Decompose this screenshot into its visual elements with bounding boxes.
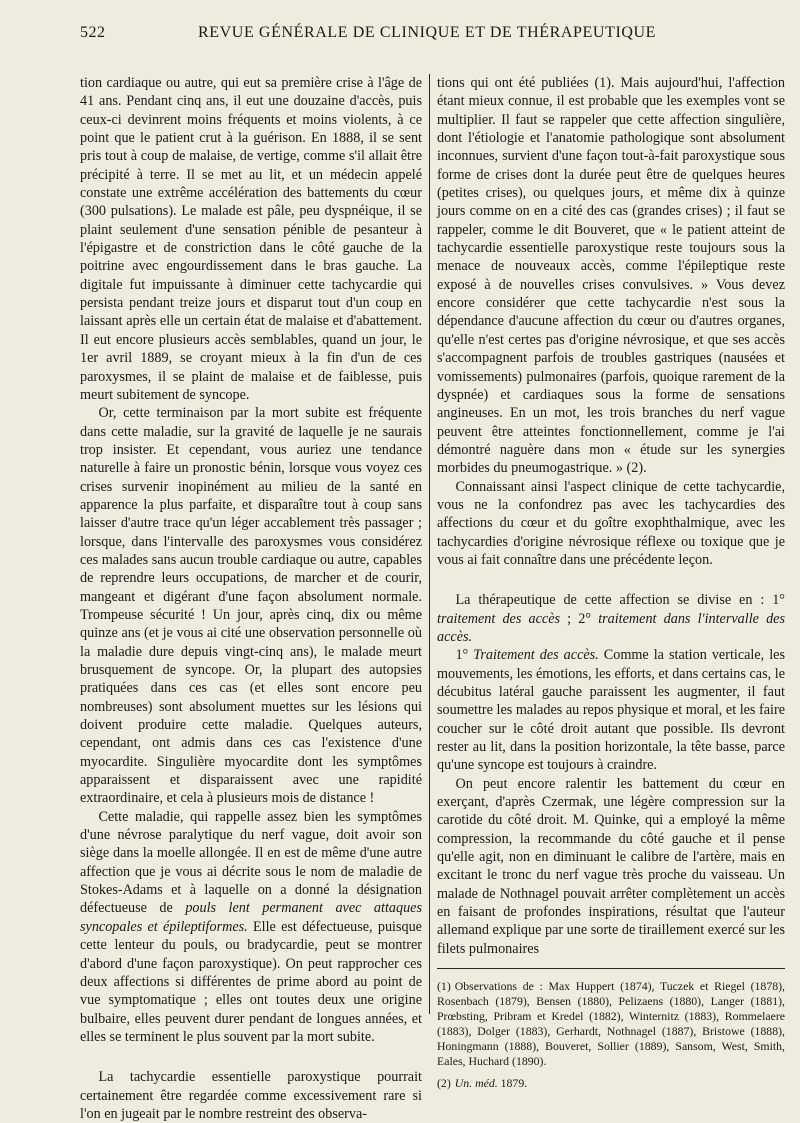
paragraph: tions qui ont été publiées (1). Mais aujourd'hui, l'affection étant mieux connue, il est probable que les exemples vont se multiplier. Il faut se rappeler que cette affection singulière, dont l'étiologie et l'anatomie pathologique sont absolument inconnues, survient d'une façon tout-à-fait paroxystique sous forme de crises dont la durée peut être de quelques heures (petites crises), ou quelques jours, et même dix à quinze jours comme on en a cité des cas (grandes crises) ; il faut se rappeler, comme le dit Bouveret, que « le patient atteint de tachycardie essentielle paroxystique reste toujours sous la menace de nouveaux accès, comme l'épileptique reste exposé à de nouvelles crises convulsives. » Vous devez encore considérer que cette tachycardie n'est sous la dépendance d'aucune affection du cœur ou d'autres organes, qu'elle n'est certes pas d'origine névrosique, et que ses accès s'accompagnent parfois de troubles gastriques (nausées et vomissements) pulmonaires (parfois, quoique rarement de la dyspnée) et cardiaques sous la forme de sensations angineuses. En un mot, les trois branches du nerf vague peuvent être atteintes fonctionnellement, comme je l'ai démontré naguère dans mon « étude sur les synergies morbides du pneumogastrique. » (2). [437,75,785,477]
footnote [437,979,785,1069]
paragraph-text: 1° [455,647,474,664]
footnote-text: 1879. [497,1076,528,1091]
footnote-marker: (1) [437,979,451,994]
left-column [80,74,422,1122]
paragraph-gap [80,1046,422,1068]
right-column [437,74,785,1091]
paragraph: tion cardiaque ou autre, qui eut sa première crise à l'âge de 41 ans. Pendant cinq ans, il eut une douzaine d'accès, puis ceux-ci devinrent moins fréquents et moins violents, à ce point que le patient crut à la guérison. En 1888, il se sent pris tout à coup de malaise, de vertige, comme s'il allait être précipité à terre. Il se met au lit, et un médecin appelé constate une extrême accélération des battements du cœur (300 pulsations). Le malade est pâle, peu dyspnéique, il se plaint seulement d'une sensation pénible de pesanteur à l'épigastre et de constriction dans le côté gauche de la poitrine avec engourdissement dans le bras gauche. La digitale fut impuissante à diminuer cette tachycardie qui persista pendant treize jours et disparut tout d'un coup en laissant après elle un certain état de malaise et d'abattement. Il eut encore plusieurs accès semblables, quand un jour, le 1er avril 1889, se croyant mieux à la fin d'un de ces paroxysmes, il se plaint de malaise et de faiblesse, puis meurt subitement de syncope. [80,75,422,403]
paragraph-text: Comme la station verticale, les mouvements, les émotions, les efforts, et dans certains cas, le décubitus latéral gauche paraissent les augmenter, il faut soumettre les malades au repos physique et moral, et les faire coucher sur le côté droit autant que possible. Ils devront rester au lit, dans la position horizontale, la tête basse, parce qu'une syncope est toujours à craindre. [437,647,785,774]
paragraph [437,591,785,646]
footnote-text: Observations de : Max Huppert (1874), Tuczek et Riegel (1878), Rosenbach (1879), Bensen (1880), Pelizaens (1880), Langer (1881), Prœbsting, Pribram et Kredel (1882), Winternitz (1883), Rommelaere (1883), Dolger (1883), Gerhardt, Nothnagel (1887), Bristowe (1888), Honingmann (1888), Bouveret, Sollier (1889), Sansom, West, Smith, Eales, Huchard (1890). [437,979,785,1069]
page-header [80,24,780,48]
paragraph: Connaissant ainsi l'aspect clinique de cette tachycardie, vous ne la confondrez pas avec les tachycardies des affections du cœur et du goître exophthalmique, avec les tachycardies d'origine névrosique réflexe ou toxique que je vous ai fait connaître dans une précédente leçon. [437,478,785,568]
running-title: REVUE GÉNÉRALE DE CLINIQUE ET DE THÉRAPEUTIQUE [198,24,657,41]
paragraph-text: La thérapeutique de cette affection se divise en : 1° [455,592,785,609]
paragraph-gap [437,569,785,591]
paragraph: La tachycardie essentielle paroxystique pourrait certainement être regardée comme excessivement rare si l'on en jugeait par le nombre restreint des observa- [80,1069,422,1122]
footnote [437,1076,785,1091]
section-heading: Traitement des accès. [473,647,599,664]
footnote-marker: (2) [437,1076,451,1091]
italic-term: traitement dans l'intervalle des accès. [437,610,785,645]
footnote-rule [437,968,785,969]
column-divider [429,74,430,1014]
page-number: 522 [80,24,106,41]
paragraph: On peut encore ralentir les battement du cœur en exerçant, d'après Czermak, une légère compression sur la carotide du côté droit. M. Quinke, qui a employé la même compression, la recommande du côté gauche et il pense qu'elle agit, non en diminuant le calibre de l'artère, mais en excitant le tronc du nerf vague très proche du vaisseau. Un malade de Nothnagel pouvait arrêter complètement un accès en faisant de profondes inspirations, résultat que l'auteur allemand explique par une sorte de tiraillement exercé sur les filets pulmonaires [437,775,785,957]
paragraph: Or, cette terminaison par la mort subite est fréquente dans cette maladie, sur la gravité de laquelle je ne saurais trop insister. Et cependant, vous auriez une tendance naturelle à faire un pronostic bénin, lorsque vous voyez ces crises survenir inopinément au milieu de la santé en apparence la plus parfaite, et disparaître tout à coup sans laisser d'autre trace qu'un léger accablement très passager ; lorsque, dans l'intervalle des paroxysmes vous considérez ces malades sans aucun trouble cardiaque ou autre, capables de reprendre leurs occupations, de marcher et de courir, mangeant et digérant d'une façon absolument normale. Trompeuse sécurité ! Un jour, après cinq, dix ou même quinze ans (et je vous ai cité une observation personnelle où la maladie dure depuis vingt-cinq ans), le malade meurt brusquement de syncope. Or, la plupart des autopsies pratiquées dans ces cas (et elles sont encore peu nombreuses) sont absolument muettes sur les lésions qui doivent produire cette maladie. Quelques auteurs, cependant, ont admis dans ces cas l'existence d'une myocardite. Singulière myocardite dont les symptômes apparaissent et disparaissent avec une rapidité extraordinaire, et cela à plusieurs mois de distance ! [80,405,422,807]
italic-term: traitement des accès [437,610,561,627]
footnote-source: Un. méd. [454,1076,498,1091]
italic-term: pouls lent permanent avec attaques syncopales et épileptiformes. [80,900,422,935]
paragraph-text: ; 2° [560,610,599,627]
paragraph-text: Cette maladie, qui rappelle assez bien les symptômes d'une névrose paralytique du nerf vague, doit avoir son siège dans la moelle allongée. Il en est de même d'une autre affection que je vous ai décrite sous le nom de maladie de Stokes-Adams et à laquelle on a donné la désignation défectueuse de [80,808,422,917]
paragraph [437,646,785,774]
paragraph [80,808,422,1046]
paragraph-text: Elle est défectueuse, puisque cette lenteur du pouls, ou bradycardie, peut se montrer d'abord d'une façon paroxystique). On peut rapprocher ces deux affections si différentes de prime abord au point de vue symptomatique ; elles ont toutes deux une origine bulbaire, elles peuvent durer pendant de longues années, et elles se terminent le plus souvent par la mort subite. [80,918,422,1045]
